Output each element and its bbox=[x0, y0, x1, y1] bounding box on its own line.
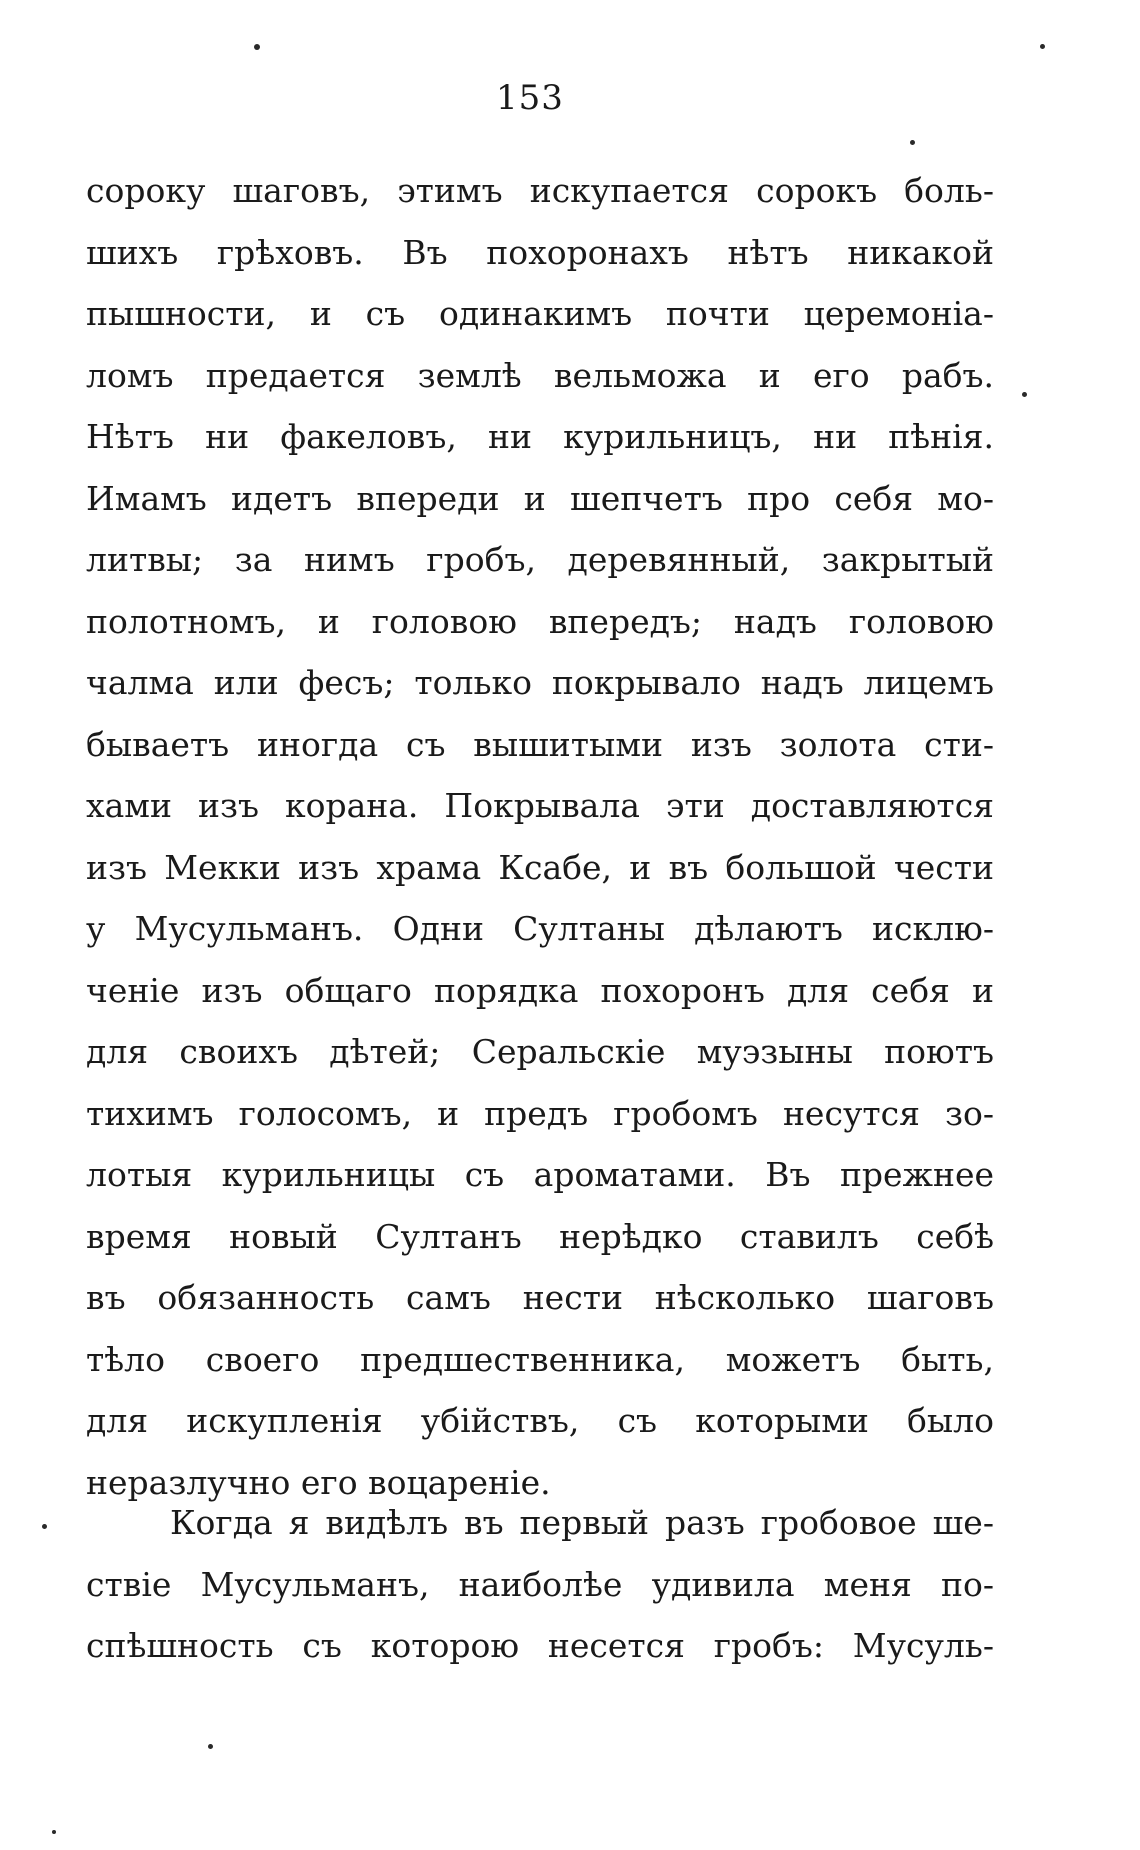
text-line: у Мусульманъ. Одни Султаны дѣлаютъ исклю- bbox=[86, 909, 994, 948]
text-line: бываетъ иногда съ вышитыми изъ золота сти- bbox=[86, 724, 994, 764]
text-line: время новый Султанъ нерѣдко ставилъ себѣ bbox=[86, 1216, 994, 1256]
text-line: для своихъ дѣтей; Серальскіе муэзыны поютъ bbox=[86, 1032, 994, 1071]
text-line: ствіе Мусульманъ, наиболѣе удивила меня по- bbox=[86, 1564, 994, 1604]
text-line: сороку шаговъ, этимъ искупается сорокъ боль- bbox=[86, 171, 994, 210]
scan-speck bbox=[910, 140, 915, 145]
scan-speck bbox=[1040, 44, 1045, 49]
text-line: чалма или фесъ; только покрывало надъ лицемъ bbox=[86, 663, 994, 702]
text-line: пышности, и съ одинакимъ почти церемоніа- bbox=[86, 294, 994, 333]
text-line: тѣло своего предшественника, можетъ быть, bbox=[86, 1339, 994, 1379]
page-number: 153 bbox=[496, 78, 564, 118]
text-line: тихимъ голосомъ, и предъ гробомъ несутся зо- bbox=[86, 1093, 994, 1133]
text-line: шихъ грѣховъ. Въ похоронахъ нѣтъ никакой bbox=[86, 232, 994, 272]
text-line: ченіе изъ общаго порядка похоронъ для себя и bbox=[86, 970, 994, 1010]
text-line: Когда я видѣлъ въ первый разъ гробовое ше- bbox=[170, 1503, 994, 1542]
paragraph-1 bbox=[86, 160, 994, 1513]
text-line: литвы; за нимъ гробъ, деревянный, закрытый bbox=[86, 540, 994, 579]
scan-speck bbox=[42, 1524, 47, 1529]
text-line: въ обязанность самъ нести нѣсколько шаговъ bbox=[86, 1278, 994, 1317]
text-line: для искупленія убійствъ, съ которыми было bbox=[86, 1401, 994, 1440]
text-line: изъ Мекки изъ храма Ксабе, и въ большой чести bbox=[86, 847, 994, 887]
text-line: Имамъ идетъ впереди и шепчетъ про себя мо- bbox=[86, 478, 994, 518]
text-line: Нѣтъ ни факеловъ, ни курильницъ, ни пѣнія. bbox=[86, 417, 994, 456]
scan-speck bbox=[208, 1744, 213, 1749]
scan-speck bbox=[254, 44, 260, 50]
text-line: спѣшность съ которою несется гробъ: Мусуль- bbox=[86, 1626, 994, 1665]
scan-speck bbox=[52, 1830, 56, 1834]
text-line: ломъ предается землѣ вельможа и его рабъ. bbox=[86, 355, 994, 395]
scan-speck bbox=[1022, 392, 1027, 397]
paragraph-2 bbox=[86, 1492, 994, 1677]
text-line: неразлучно его воцареніе. bbox=[86, 1462, 551, 1502]
text-line: хами изъ корана. Покрывала эти доставляются bbox=[86, 786, 994, 825]
text-line: полотномъ, и головою впередъ; надъ головою bbox=[86, 601, 994, 641]
text-line: лотыя курильницы съ ароматами. Въ прежнее bbox=[86, 1155, 994, 1194]
